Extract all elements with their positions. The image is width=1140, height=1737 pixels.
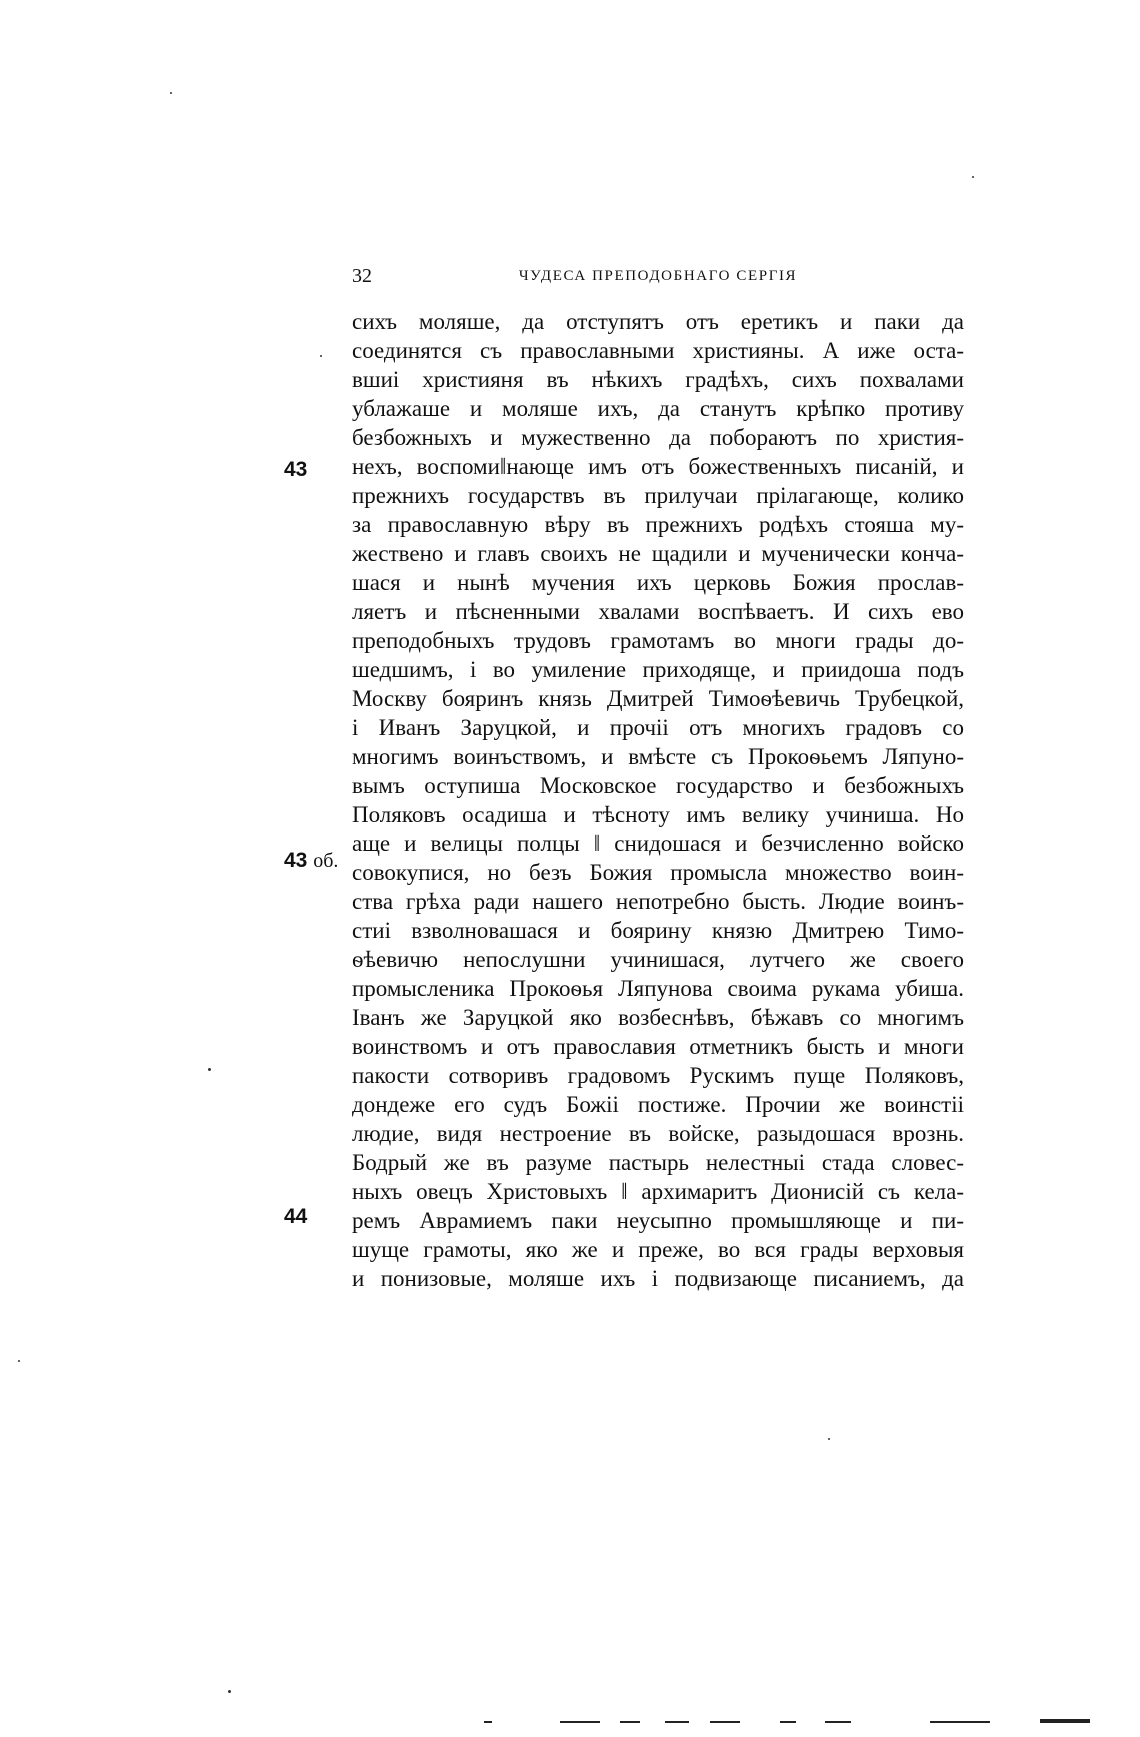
text-line: совокупися, но безъ Божия промысла множество воин- — [352, 860, 964, 885]
text-line: стиі взволновашася и боярину князю Дмитрею Тимо- — [352, 918, 964, 943]
body-text — [352, 307, 964, 1293]
text-line: прежнихъ государствъ въ прилучаи прiлагающе, колико — [352, 483, 964, 508]
text-line: соединятся съ православными християны. А иже оста- — [352, 338, 964, 363]
margin-note-suffix: об. — [313, 850, 339, 872]
text-line: промысленика Прокоѳья Ляпунова своима рукама убиша. — [352, 976, 964, 1001]
scan-speck — [18, 1360, 20, 1362]
scan-speck — [828, 1438, 830, 1440]
text-line: ѳѣевичю непослушни учинишася, лутчего же своего — [352, 947, 964, 972]
scan-speck — [208, 1068, 211, 1071]
text-line: ства грѣха ради нашего непотребно бысть. Людие воинъ- — [352, 889, 964, 914]
text-line: пакости сотворивъ градовомъ Рускимъ пуще Поляковъ, — [352, 1063, 964, 1088]
scan-edge-marks — [480, 1716, 1120, 1728]
text-line: шуще грамоты, яко же и преже, во вся грады верховыя — [352, 1237, 964, 1262]
text-line: вымъ оступиша Московское государство и безбожныхъ — [352, 773, 964, 798]
running-title: ЧУДЕСА ПРЕПОДОБНАГО СЕРГІЯ — [518, 268, 798, 284]
margin-note-label: 44 — [284, 1205, 308, 1228]
text-line: многимъ воинъствомъ, и вмѣсте съ Прокоѳьемъ Ляпуно- — [352, 744, 964, 769]
text-line: ремъ Аврамиемъ паки неусыпно промышляюще и пи- — [352, 1208, 964, 1233]
text-line: преподобныхъ трудовъ грамотамъ во многи грады до- — [352, 628, 964, 653]
text-line: жествено и главъ своихъ не щадили и мученически конча- — [352, 541, 964, 566]
text-line: людие, видя нестроение въ войске, разыдошася врознь. — [352, 1121, 964, 1146]
scan-speck — [320, 355, 322, 357]
margin-note-folio-44 — [284, 1202, 307, 1231]
running-head — [352, 262, 964, 290]
text-line: нехъ, воспоми‖нающе имъ отъ божественныхъ писанiй, и — [352, 454, 964, 479]
text-line: шася и нынѣ мучения ихъ церковь Божия прослав- — [352, 570, 964, 595]
text-line: і Иванъ Заруцкой, и прочiі отъ многихъ градовъ со — [352, 715, 964, 740]
text-line: и понизовые, моляше ихъ і подвизающе писаниемъ, да — [352, 1266, 964, 1291]
margin-note-label: 43 — [284, 458, 308, 481]
text-line: ныхъ овецъ Христовыхъ ‖ архимаритъ Дионисiй съ кела- — [352, 1179, 964, 1204]
scan-speck — [170, 92, 172, 94]
text-line: вшиі християня въ нѣкихъ градѣхъ, сихъ похвалами — [352, 367, 964, 392]
text-line: Москву бояринъ князь Дмитрей Тимоѳѣевичь Трубецкой, — [352, 686, 964, 711]
text-line: Іванъ же Заруцкой яко возбеснѣвъ, бѣжавъ со многимъ — [352, 1005, 964, 1030]
text-line: безбожныхъ и мужественно да побораютъ по христия- — [352, 425, 964, 450]
text-line: за православную вѣру въ прежнихъ родѣхъ стояша му- — [352, 512, 964, 537]
margin-note-label: 43 — [284, 849, 308, 872]
text-line: ублажаше и моляше ихъ, да станутъ крѣпко противу — [352, 396, 964, 421]
text-line: дондеже его судъ Божiі постиже. Прочии же воинстiі — [352, 1092, 964, 1117]
margin-note-folio-43 — [284, 455, 307, 484]
scan-speck — [228, 1690, 231, 1693]
text-line: ляетъ и пѣсненными хвалами воспѣваетъ. И сихъ ево — [352, 599, 964, 624]
text-line: Поляковъ осадиша и тѣсноту имъ велику учиниша. Но — [352, 802, 964, 827]
scan-speck — [972, 176, 974, 178]
text-line: сихъ моляше, да отступятъ отъ еретикъ и паки да — [352, 309, 964, 334]
text-line: шедшимъ, і во умиление приходяще, и приидоша подъ — [352, 657, 964, 682]
margin-note-folio-43-verso — [284, 846, 338, 876]
text-line: Бодрый же въ разуме пастырь нелестныi стада словес- — [352, 1150, 964, 1175]
text-line: воинствомъ и отъ православия отметникъ бысть и многи — [352, 1034, 964, 1059]
text-line: аще и велицы полцы ‖ снидошася и безчисленно войско — [352, 831, 964, 856]
page-number: 32 — [352, 265, 372, 287]
